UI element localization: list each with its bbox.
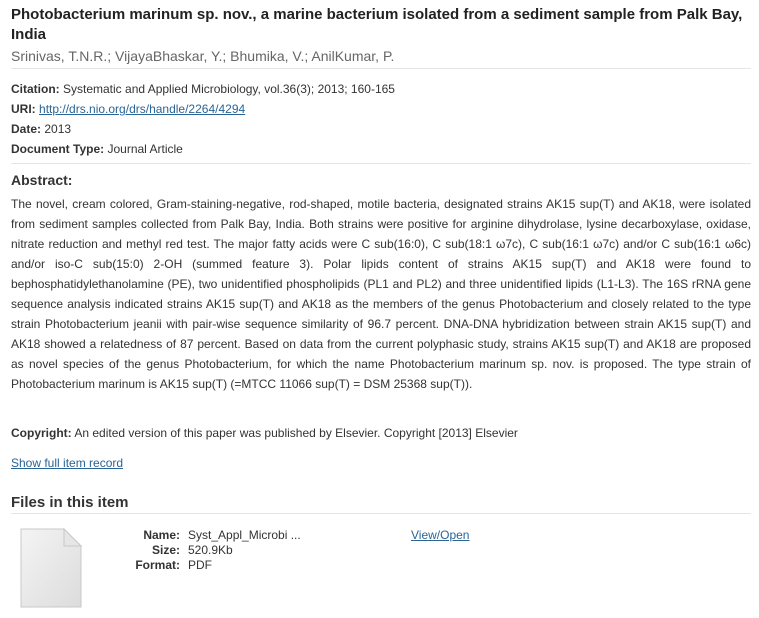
item-authors: Srinivas, T.N.R.; VijayaBhaskar, Y.; Bhumika, V.; AnilKumar, P. <box>11 48 395 64</box>
date-label: Date: <box>11 122 42 136</box>
citation-row <box>11 81 395 97</box>
file-values <box>188 528 301 573</box>
file-labels <box>100 528 180 573</box>
show-full-record-link-row <box>11 455 123 471</box>
file-name-value: Syst_Appl_Microbi ... <box>188 528 301 542</box>
abstract-text: The novel, cream colored, Gram-staining-negative, rod-shaped, motile bacteria, designated strains AK15 sup(T) and AK18, were isolated from sediment samples collected from Palk Bay, India. Both strains were positive for arginine dihydrolase, lysine decarboxylase, oxidase, nitrate reduction and methyl red test. The major fatty acids were C sub(16:0), C sub(18:1 ω7c), C sub(16:1 ω7c) and/or C sub(16:1 ω6c) and/or iso-C sub(15:0) 2-OH (summed feature 3). Polar lipids content of strains AK15 sup(T) and AK18 were found to bephosphatidylethanolamine (PE), two unidentified phospholipids (PL1 and PL2) and three unidentified lipids (L1-L3). The 16S rRNA gene sequence analysis indicated strains AK15 sup(T) and AK18 as the members of the genus Photobacterium and closely related to the type strain Photobacterium jeanii with pair-wise sequence similarity of 96.7 percent. DNA-DNA hybridization between strain AK15 sup(T) and AK18 showed a relatedness of 87 percent. Based on data from the current polyphasic study, strains AK15 sup(T) and AK18 are proposed as novel species of the genus Photobacterium, for which the name Photobacterium marinum sp. nov. is proposed. The type strain of Photobacterium marinum is AK15 sup(T) (=MTCC 11066 sup(T) = DSM 25368 sup(T)). <box>11 197 751 391</box>
citation-label: Citation: <box>11 82 60 96</box>
uri-row <box>11 101 245 117</box>
document-type-value: Journal Article <box>107 142 183 156</box>
files-heading: Files in this item <box>11 494 129 511</box>
file-document-icon[interactable] <box>20 528 82 608</box>
divider <box>11 513 751 514</box>
uri-label: URI: <box>11 102 36 116</box>
divider <box>11 163 751 164</box>
abstract-heading: Abstract: <box>11 172 73 188</box>
date-row <box>11 121 71 137</box>
show-full-record-link[interactable]: Show full item record <box>11 456 124 470</box>
copyright-value: An edited version of this paper was published by Elsevier. Copyright [2013] Elsevier <box>74 426 518 440</box>
file-name-label: Name: <box>143 528 180 542</box>
item-title: Photobacterium marinum sp. nov., a marine bacterium isolated from a sediment sample from Palk Bay, India <box>11 6 743 43</box>
document-type-label: Document Type: <box>11 142 105 156</box>
file-size-label: Size: <box>151 543 180 557</box>
file-size-value: 520.9Kb <box>188 543 233 557</box>
file-format-label: Format: <box>135 558 180 572</box>
copyright-label: Copyright: <box>11 426 72 440</box>
uri-link[interactable]: http://drs.nio.org/drs/handle/2264/4294 <box>39 102 246 116</box>
copyright-row <box>11 425 518 441</box>
date-value: 2013 <box>44 122 72 136</box>
document-type-row <box>11 141 183 157</box>
view-open-link[interactable]: View/Open <box>411 528 470 542</box>
citation-value: Systematic and Applied Microbiology, vol.36(3); 2013; 160-165 <box>63 82 395 96</box>
divider <box>11 68 751 69</box>
file-format-value: PDF <box>188 558 212 572</box>
view-open-link-row <box>411 528 469 543</box>
